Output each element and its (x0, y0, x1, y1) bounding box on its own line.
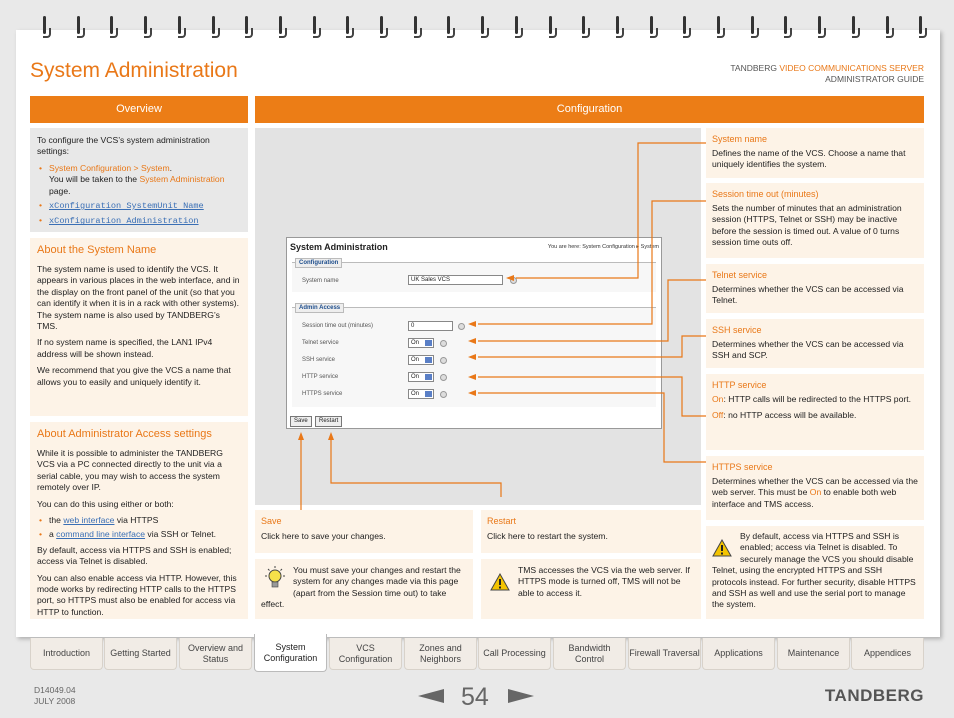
restart-desc-panel: Restart Click here to restart the system. (481, 510, 701, 553)
system-config-link[interactable]: System Configuration > System (49, 162, 170, 173)
tip-panel: You must save your changes and restart the system for any changes made via this page (apart from the Session time out) to take effect. (255, 559, 473, 619)
tab-configuration: Configuration (255, 96, 924, 123)
tandberg-logo: TANDBERG (824, 686, 924, 705)
save-button[interactable]: Save (290, 416, 312, 427)
config-group: Configuration System name UK Sales VCS (292, 262, 656, 292)
nav-tab-overview-and-status[interactable]: Overview and Status (179, 638, 252, 670)
web-interface-link[interactable]: web interface (63, 515, 115, 526)
http-select[interactable]: On (408, 372, 434, 382)
cli-link[interactable]: command line interface (56, 529, 146, 540)
https-select[interactable]: On (408, 389, 434, 399)
restart-button[interactable]: Restart (315, 416, 342, 427)
about-name-panel: About the System Name The system name is used to identify the VCS. It appears in various places in the web interface, and in the display on the front panel of the unit (so that you can identify it when it is in a rack with other systems). The system name is also used by TANDBERG’s TMS. If no system name is specified, the LAN1 IPv4 address will be shown instead. We recommend that you give the VCS a name that allows you to easily and uniquely identify it. (30, 238, 248, 416)
ssh-panel: SSH service Determines whether the VCS can be accessed via SSH and SCP. (706, 319, 924, 368)
page-title: System Administration (30, 59, 238, 82)
sysname-panel: System name Defines the name of the VCS. Choose a name that uniquely identifies the system. (706, 128, 924, 178)
tab-overview: Overview (30, 96, 248, 123)
http-panel: HTTP service On: HTTP calls will be redirected to the HTTPS port. Off: no HTTP access will be available. (706, 374, 924, 450)
intro-step-1: • System Configuration > System. You will be taken to the System Administration page. (37, 163, 241, 197)
telnet-select[interactable]: On (408, 338, 434, 348)
next-page-arrow-icon[interactable] (508, 689, 534, 703)
lightbulb-icon (261, 565, 289, 591)
session-timeout-input[interactable]: 0 (408, 321, 453, 331)
nav-tab-bandwidth-control[interactable]: Bandwidth Control (553, 638, 626, 670)
telnet-panel: Telnet service Determines whether the VCS can be accessed via Telnet. (706, 264, 924, 313)
system-name-input[interactable]: UK Sales VCS (408, 275, 503, 285)
nav-tab-firewall-traversal[interactable]: Firewall Traversal (628, 638, 701, 670)
nav-tab-zones-and-neighbors[interactable]: Zones and Neighbors (404, 638, 477, 670)
prev-page-arrow-icon[interactable] (418, 689, 444, 703)
admin-access-group: Admin Access Session time out (minutes) 0 Telnet service On SSH service On HTTP service On HTTPS service On (292, 307, 656, 407)
nav-tab-appendices[interactable]: Appendices (851, 638, 924, 670)
warning-icon (490, 573, 510, 591)
about-name-heading: About the System Name (37, 244, 157, 256)
intro-panel: To configure the VCS’s system administration settings: • System Configuration > System. You will be taken to the System Administration page. • xConfiguration SystemUnit Name • xConfiguration Administration (30, 128, 248, 232)
https-panel: HTTPS service Determines whether the VCS can be accessed via the web server. This must be On to enable both web interface and TMS access. (706, 456, 924, 520)
about-access-heading: About Administrator Access settings (37, 428, 212, 440)
nav-tab-applications[interactable]: Applications (702, 638, 775, 670)
nav-tab-system-configuration[interactable]: System Configuration (254, 634, 327, 672)
timeout-panel: Session time out (minutes) Sets the number of minutes that an administration session (HTTPS, Telnet or SSH) may be inactive before the session is timed out. A value of 0 turns session time outs off. (706, 183, 924, 258)
guide-label: TANDBERG VIDEO COMMUNICATIONS SERVER ADMINISTRATOR GUIDE (730, 63, 924, 84)
screenshot-breadcrumb: You are here: System Configuration ▸ System (547, 244, 659, 250)
cmd-systemunit-link[interactable]: xConfiguration SystemUnit Name (49, 201, 204, 212)
ssh-select[interactable]: On (408, 355, 434, 365)
tms-warning-panel: TMS accesses the VCS via the web server. If HTTPS mode is turned off, TMS will not be able to access it. (481, 559, 701, 619)
about-access-panel: About Administrator Access settings While it is possible to administer the TANDBERG VCS via a PC connected directly to the unit via a serial cable, you may wish to access the system remotely over IP. You can do this using either or both: • the web interface via HTTPS • a command line interface via SSH or Telnet. By default, access via HTTPS and SSH is enabled; access via Telnet is disabled. You can also enable access via HTTP. However, this mode works by redirecting HTTP calls to the HTTPS port, so HTTPS must also be enabled for access via HTTP to function. (30, 422, 248, 619)
save-desc-panel: Save Click here to save your changes. (255, 510, 473, 553)
page-number: 54 (461, 683, 489, 711)
nav-tab-introduction[interactable]: Introduction (30, 638, 103, 670)
screenshot-heading: System Administration (290, 242, 388, 252)
nav-tab-call-processing[interactable]: Call Processing (478, 638, 551, 670)
security-warning-panel: By default, access via HTTPS and SSH is enabled; access via Telnet is disabled. To securely manage the VCS you should disable Telnet, using the encrypted HTTPS and SSH protocols instead. For further security, disable HTTPS and SSH as well and use the serial port to manage the system. (706, 526, 924, 619)
footer-doc: D14049.04 JULY 2008 (34, 685, 76, 706)
nav-tab-vcs-configuration[interactable]: VCS Configuration (329, 638, 402, 670)
warning-icon (712, 539, 732, 557)
nav-tab-getting-started[interactable]: Getting Started (104, 638, 177, 670)
cmd-administration-link[interactable]: xConfiguration Administration (49, 216, 199, 227)
nav-tab-maintenance[interactable]: Maintenance (777, 638, 850, 670)
